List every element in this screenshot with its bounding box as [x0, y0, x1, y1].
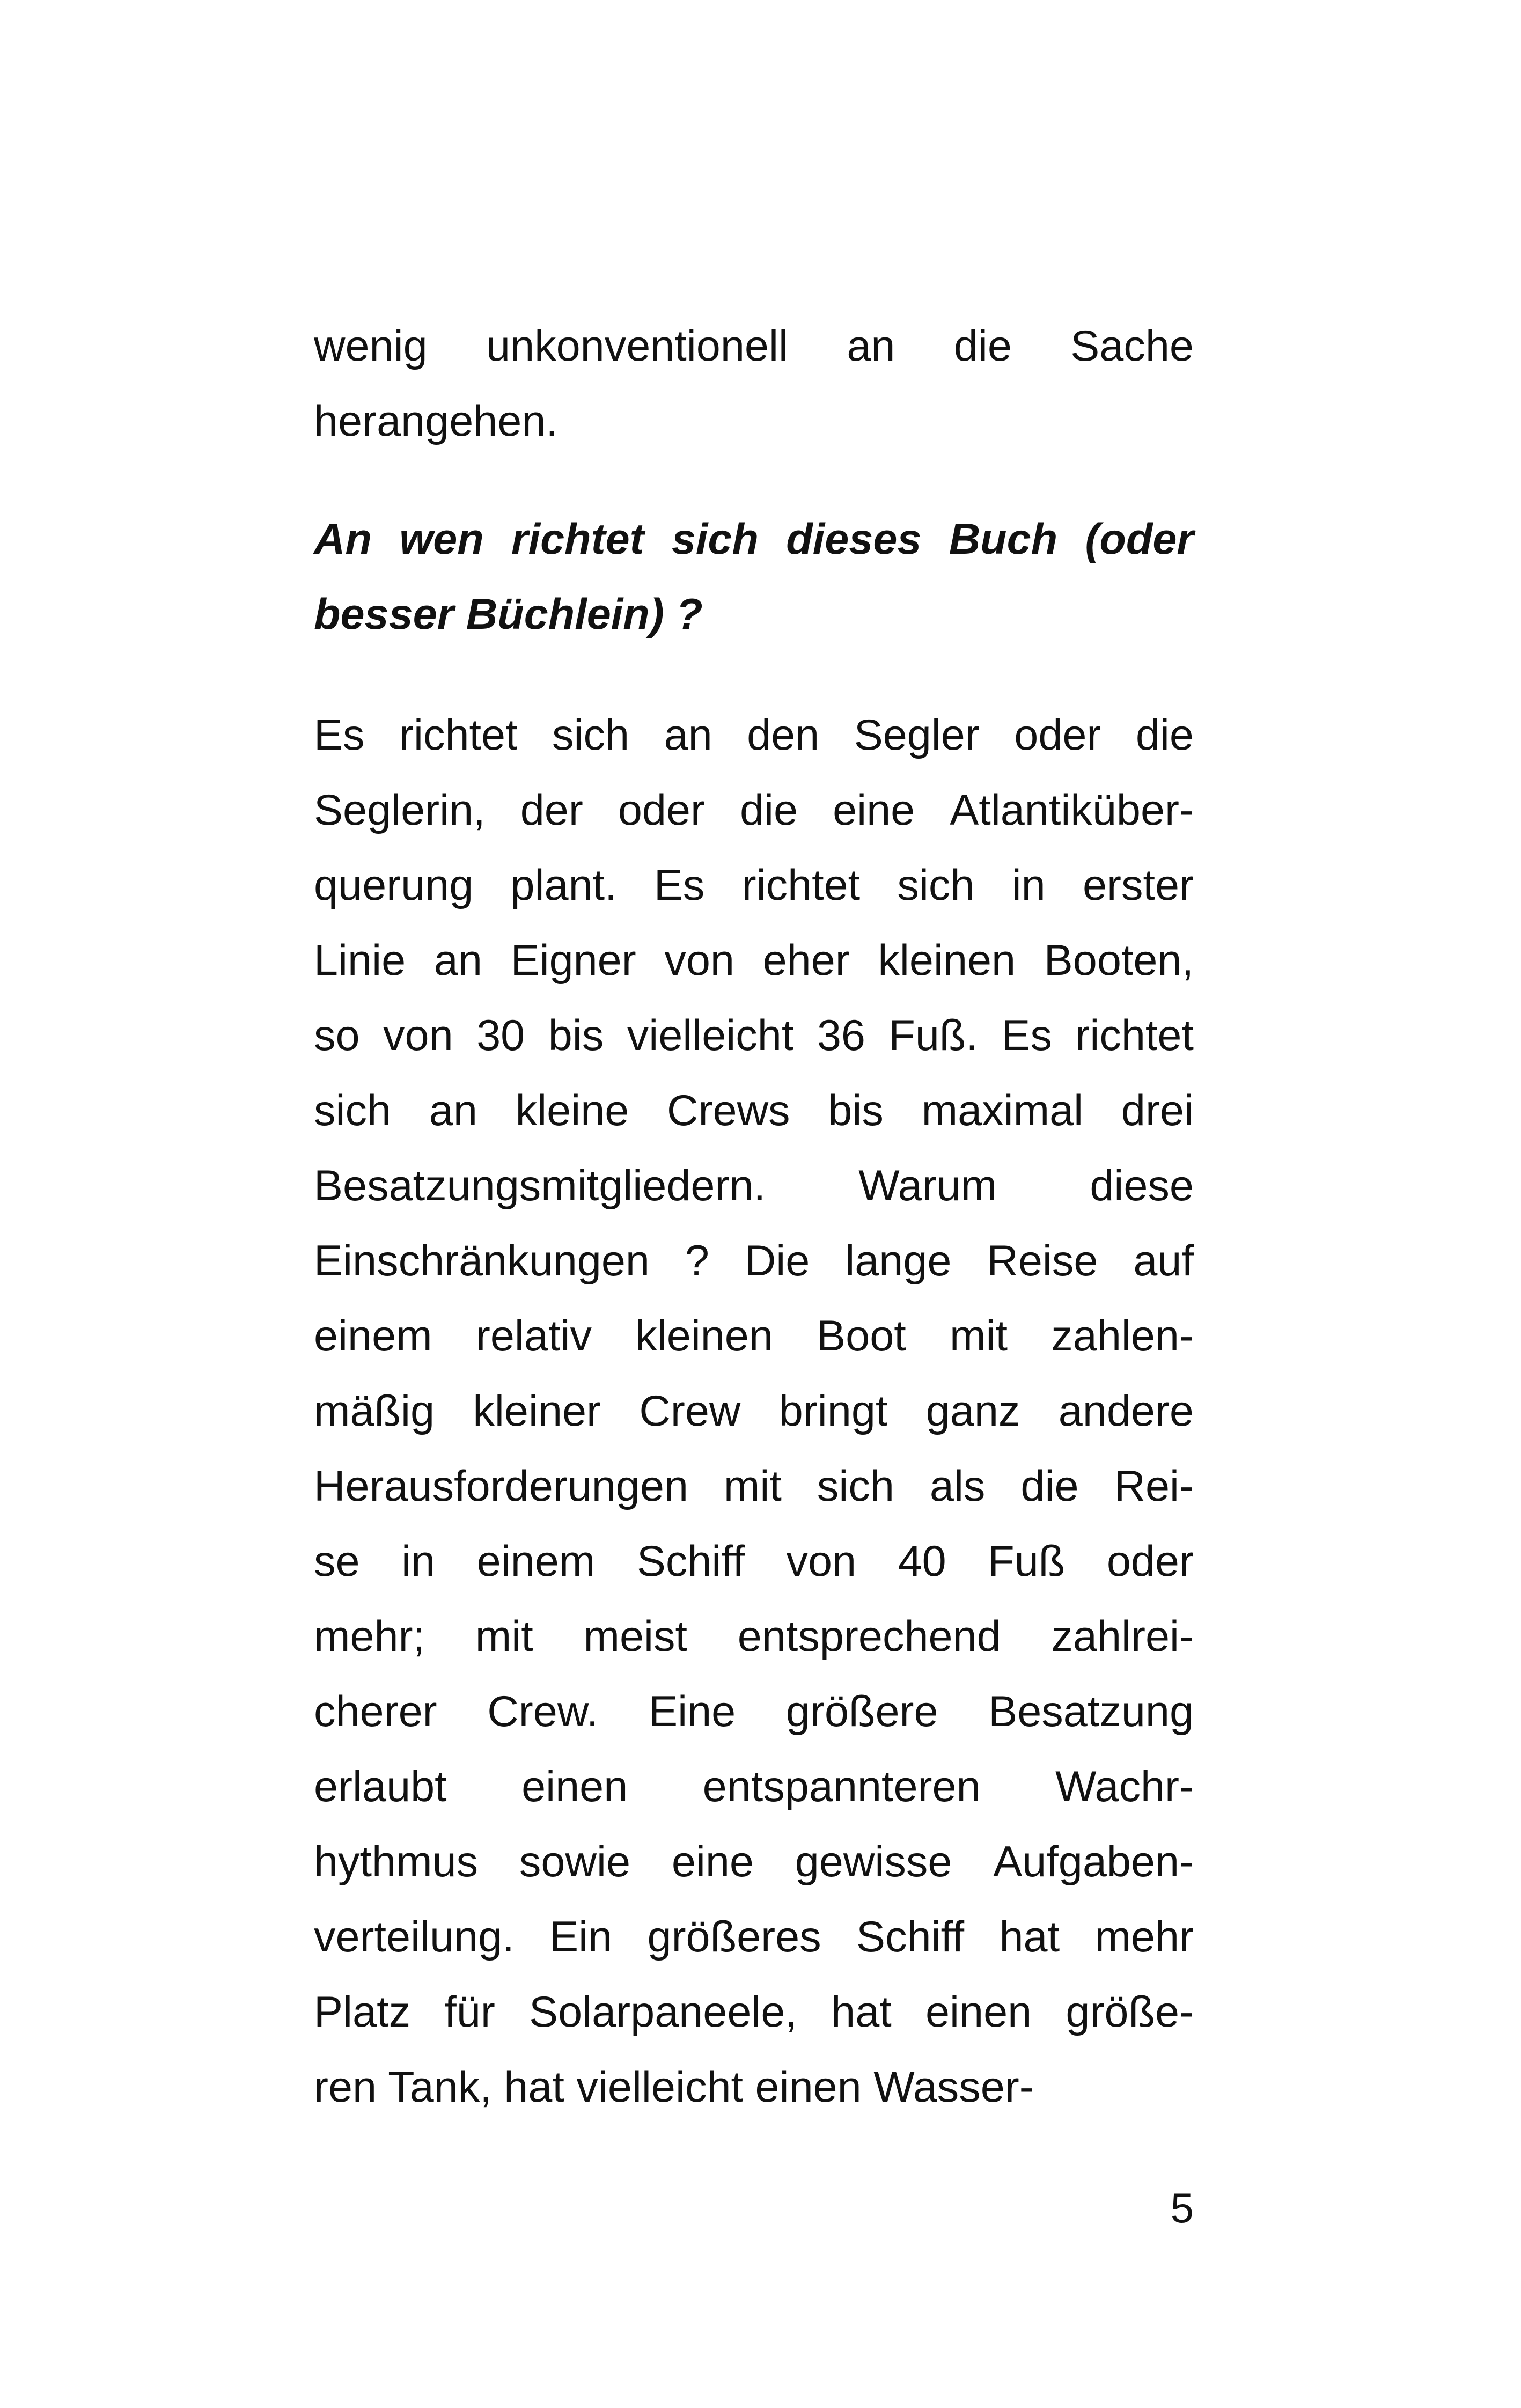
word: Besatzung [988, 1687, 1194, 1736]
body-line [314, 2050, 1194, 2125]
body-line [314, 1674, 1194, 1749]
word: Die [744, 1237, 810, 1285]
word: von [664, 936, 734, 985]
word: andere [1058, 1387, 1194, 1435]
word: vielleicht [576, 2063, 744, 2111]
word: kleinen [635, 1312, 773, 1360]
word: eine [833, 786, 915, 834]
word: bis [828, 1086, 884, 1135]
word: sich [897, 861, 975, 909]
word: querung [314, 861, 474, 909]
word: bringt [778, 1387, 888, 1435]
word: (oder [1085, 515, 1194, 563]
word: Es [314, 711, 365, 759]
word: einen [925, 1988, 1032, 2036]
body-line [314, 1073, 1194, 1148]
body-line [314, 998, 1194, 1073]
word: Eine [649, 1687, 736, 1736]
word: Platz [314, 1988, 411, 2036]
word: so [314, 1011, 360, 1060]
word: relativ [475, 1312, 592, 1360]
word: Fuß [988, 1537, 1066, 1585]
word: ren [314, 2063, 377, 2111]
word: bis [548, 1011, 604, 1060]
word: Es [1001, 1011, 1052, 1060]
word: die [1135, 711, 1194, 759]
word: oder [1014, 711, 1101, 759]
word: verteilung. [314, 1913, 515, 1961]
word: Schiff [636, 1537, 745, 1585]
word: Büchlein) [466, 590, 664, 638]
word: oder [1106, 1537, 1194, 1585]
section-heading [314, 502, 1194, 652]
word: eine [671, 1838, 754, 1886]
word: in [1011, 861, 1046, 909]
word: kleinen [878, 936, 1016, 985]
word: Seglerin, [314, 786, 486, 834]
word: wen [399, 515, 484, 563]
word: einem [476, 1537, 596, 1585]
word: an [664, 711, 712, 759]
word: sowie [519, 1838, 631, 1886]
intro-line [314, 309, 1194, 384]
word: gewisse [795, 1838, 952, 1886]
word: Linie [314, 936, 406, 985]
word: kleine [515, 1086, 629, 1135]
word: Booten, [1044, 936, 1194, 985]
word: die [1020, 1462, 1079, 1510]
word: an [847, 322, 895, 370]
word: Besatzungsmitgliedern. [314, 1162, 766, 1210]
word: auf [1133, 1237, 1194, 1285]
body-line [314, 1599, 1194, 1674]
word: der [520, 786, 583, 834]
body-line [314, 1223, 1194, 1298]
word: größe- [1066, 1988, 1194, 2036]
word: sich [817, 1462, 894, 1510]
word: Schiff [856, 1913, 965, 1961]
word: die [739, 786, 798, 834]
word: kleiner [473, 1387, 601, 1435]
word: maximal [921, 1086, 1084, 1135]
word: ganz [925, 1387, 1020, 1435]
word: Wasser- [873, 2063, 1034, 2111]
word: Sache [1070, 322, 1194, 370]
word: ? [685, 1237, 709, 1285]
word: Segler [854, 711, 980, 759]
word: an [433, 936, 482, 985]
word: cherer [314, 1687, 437, 1736]
word: hythmus [314, 1838, 479, 1886]
intro-line [314, 384, 1194, 459]
word: die [953, 322, 1012, 370]
body-line [314, 1749, 1194, 1824]
word: mit [475, 1612, 533, 1661]
word: Reise [987, 1237, 1098, 1285]
word: zahlrei- [1051, 1612, 1194, 1661]
word: richtet [399, 711, 518, 759]
word: erlaubt [314, 1763, 447, 1811]
body-line [314, 1524, 1194, 1599]
body-line [314, 1449, 1194, 1524]
word: eher [762, 936, 850, 985]
word: in [401, 1537, 436, 1585]
word: Warum [858, 1162, 997, 1210]
word: mehr; [314, 1612, 425, 1661]
word: entspannteren [702, 1763, 981, 1811]
word: vielleicht [627, 1011, 794, 1060]
word: Boot [817, 1312, 906, 1360]
word: Atlantiküber- [950, 786, 1194, 834]
word: Es [653, 861, 705, 909]
body-line [314, 773, 1194, 848]
word: 40 [898, 1537, 946, 1585]
body-paragraph [314, 698, 1194, 2125]
word: richtet [1075, 1011, 1194, 1060]
word: herangehen. [314, 397, 558, 445]
word: richtet [741, 861, 861, 909]
word: dieses [786, 515, 922, 563]
word: als [929, 1462, 986, 1510]
word: Eigner [510, 936, 636, 985]
word: einen [755, 2063, 862, 2111]
intro-paragraph [314, 309, 1194, 459]
word: Ein [549, 1913, 613, 1961]
word: drei [1121, 1086, 1194, 1135]
word: Einschränkungen [314, 1237, 650, 1285]
word: 36 [817, 1011, 865, 1060]
word: Rei- [1114, 1462, 1194, 1510]
word: einem [314, 1312, 432, 1360]
word: lange [845, 1237, 952, 1285]
body-line [314, 1824, 1194, 1899]
word: mehr [1094, 1913, 1194, 1961]
word: Crews [667, 1086, 790, 1135]
word: mit [723, 1462, 782, 1510]
heading-line [314, 577, 1194, 652]
word: unkonventionell [486, 322, 788, 370]
word: Crew. [487, 1687, 599, 1736]
word: sich [671, 515, 759, 563]
word: hat [504, 2063, 564, 2111]
page-number: 5 [1170, 2184, 1194, 2231]
body-line [314, 1899, 1194, 1974]
word: hat [999, 1913, 1060, 1961]
word: erster [1082, 861, 1194, 909]
word: Solarpaneele, [529, 1988, 797, 2036]
word: größere [785, 1687, 938, 1736]
word: plant. [510, 861, 617, 909]
word: Aufgaben- [993, 1838, 1194, 1886]
body-line [314, 848, 1194, 923]
word: mit [950, 1312, 1008, 1360]
word: hat [831, 1988, 892, 2036]
word: Herausforderungen [314, 1462, 688, 1510]
word: diese [1090, 1162, 1194, 1210]
word: Buch [949, 515, 1058, 563]
word: zahlen- [1051, 1312, 1194, 1360]
body-line [314, 698, 1194, 773]
word: an [429, 1086, 477, 1135]
body-line [314, 1974, 1194, 2050]
word: ? [676, 590, 703, 638]
word: Crew [639, 1387, 741, 1435]
body-line [314, 923, 1194, 998]
body-line [314, 1374, 1194, 1449]
word: Fuß. [888, 1011, 978, 1060]
word: besser [314, 590, 454, 638]
word: für [444, 1988, 495, 2036]
word: meist [583, 1612, 688, 1661]
word: wenig [314, 322, 428, 370]
heading-line [314, 502, 1194, 577]
word: von [383, 1011, 453, 1060]
body-line [314, 1298, 1194, 1374]
word: An [314, 515, 372, 563]
word: den [747, 711, 820, 759]
word: 30 [476, 1011, 525, 1060]
body-line [314, 1148, 1194, 1223]
word: richtet [511, 515, 644, 563]
word: oder [618, 786, 705, 834]
word: entsprechend [737, 1612, 1001, 1661]
word: mäßig [314, 1387, 435, 1435]
word: se [314, 1537, 360, 1585]
word: größeres [647, 1913, 821, 1961]
word: von [786, 1537, 857, 1585]
word: einen [521, 1763, 628, 1811]
word: sich [552, 711, 630, 759]
word: sich [314, 1086, 392, 1135]
word: Tank, [388, 2063, 492, 2111]
word: Wachr- [1055, 1763, 1194, 1811]
